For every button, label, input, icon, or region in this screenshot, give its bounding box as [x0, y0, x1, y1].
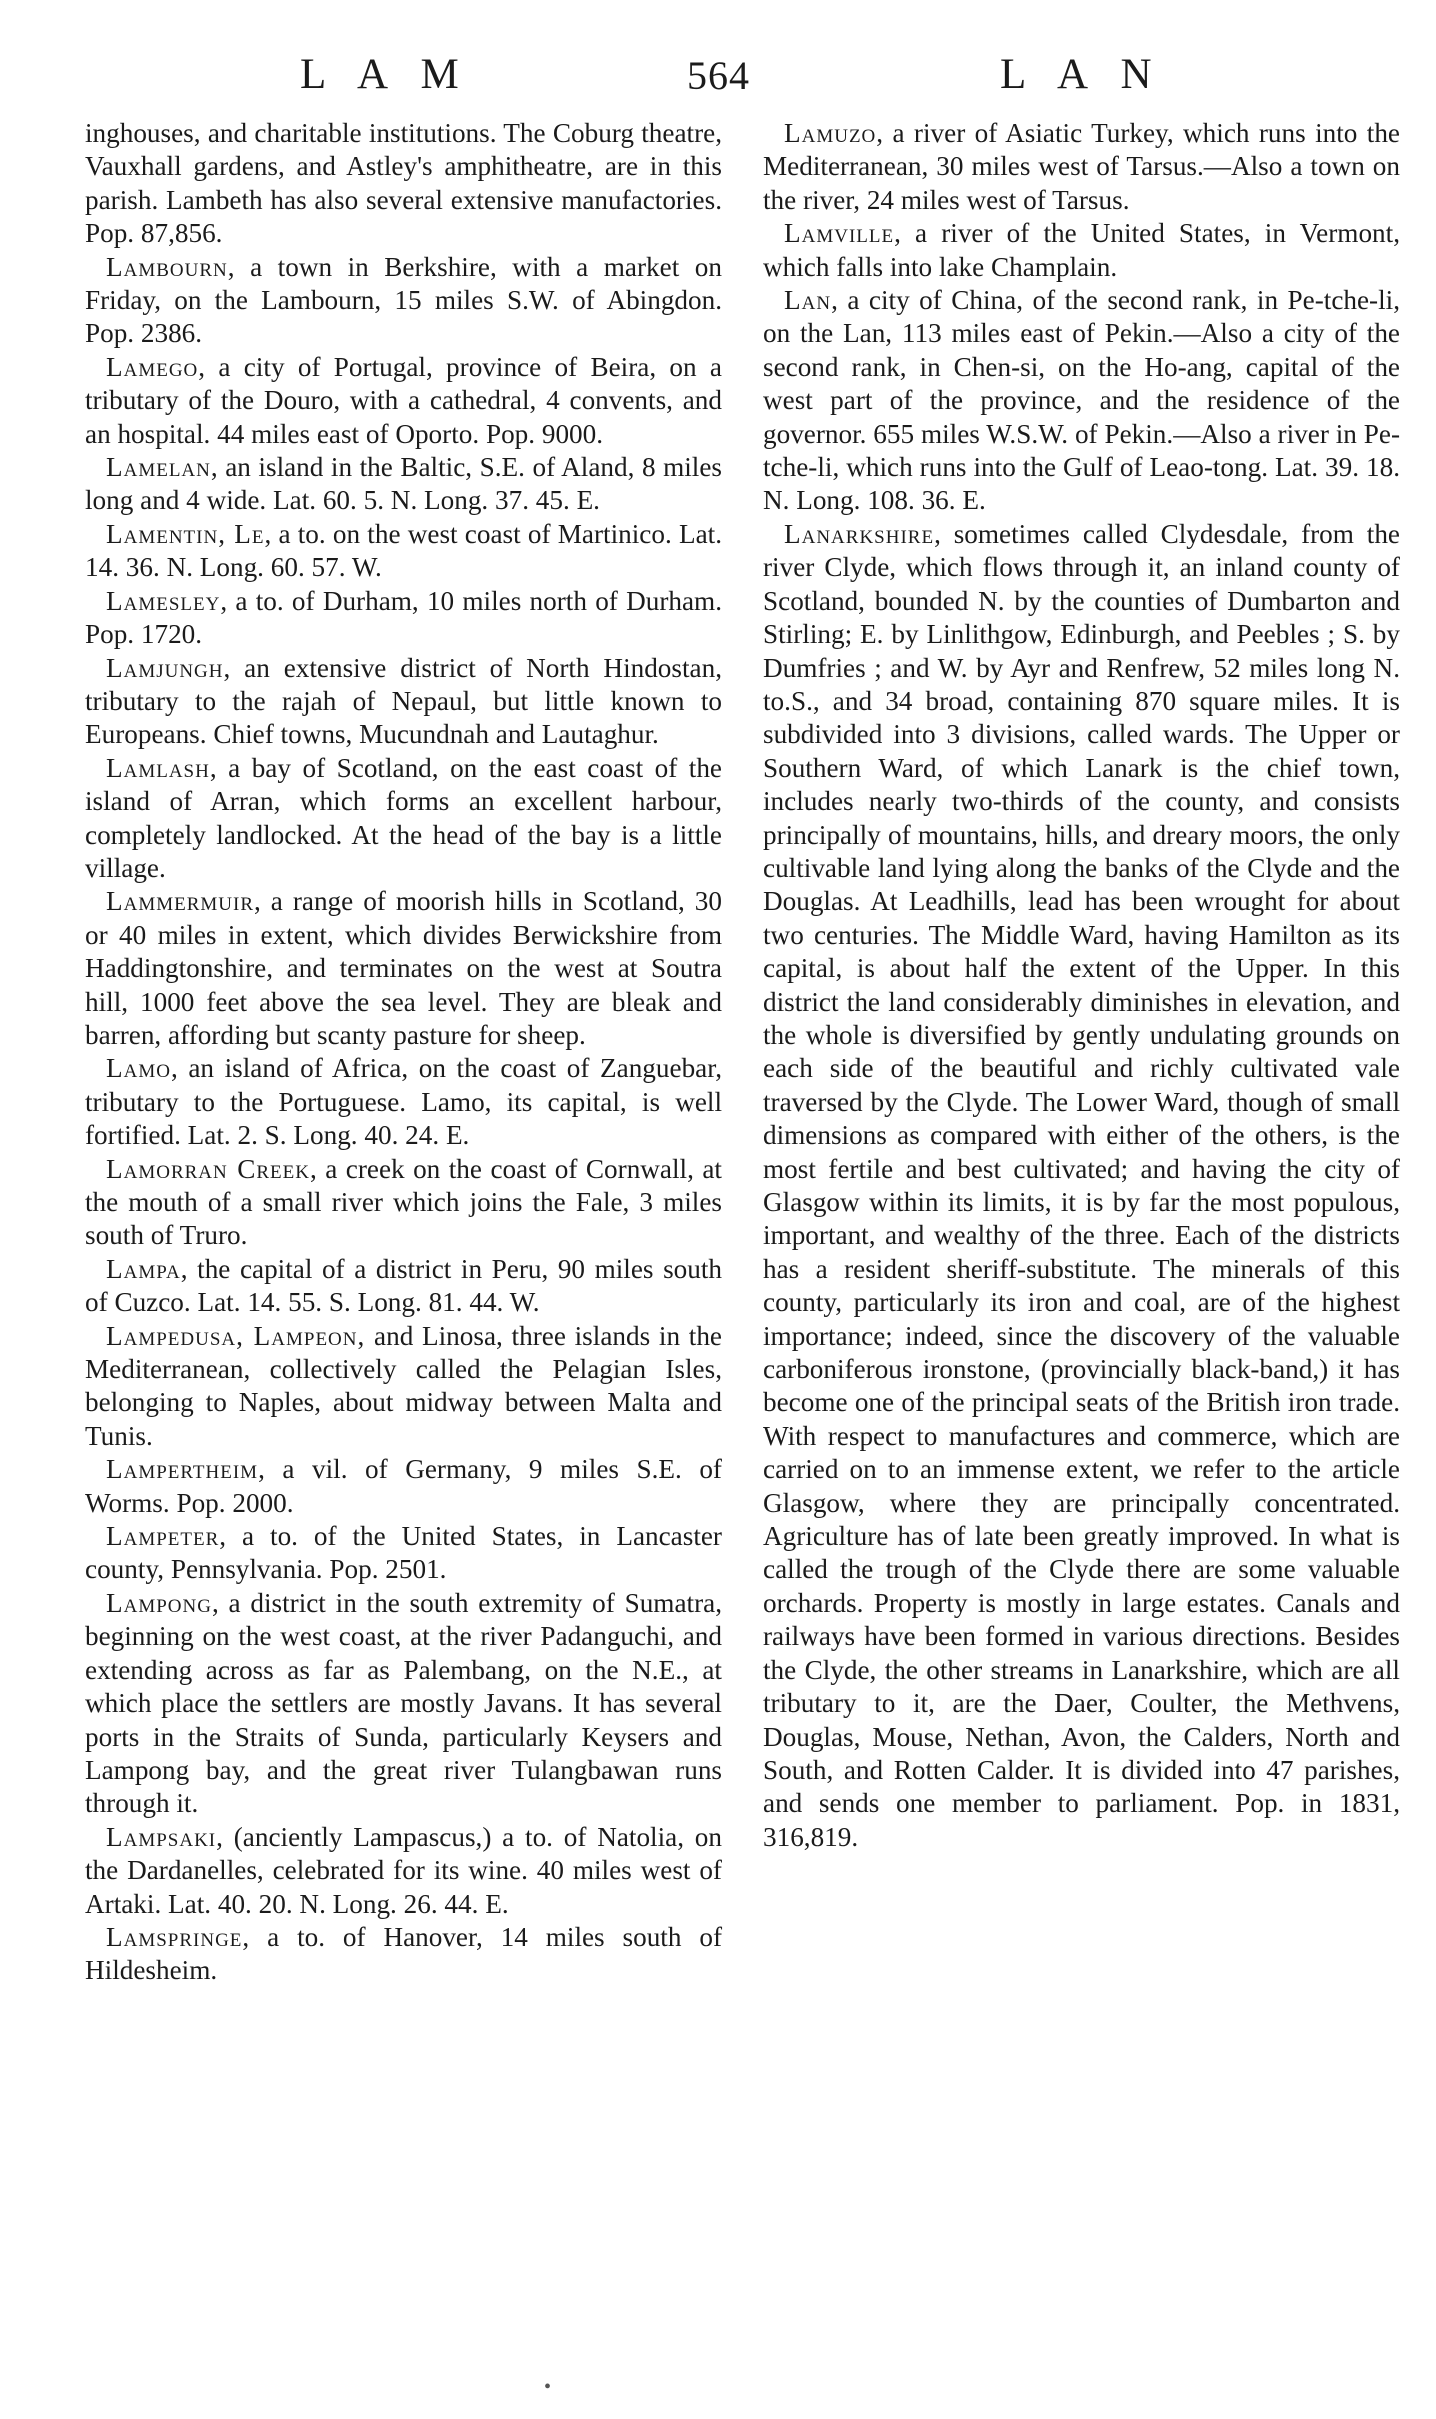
page-number: 564: [687, 53, 750, 98]
header-left-guideword: L A M: [300, 51, 460, 98]
gazetteer-entry: [763, 117, 1400, 217]
entry-headword: Lampong: [106, 1587, 212, 1618]
entry-headword: Lanarkshire: [784, 518, 935, 549]
gazetteer-entry: [85, 518, 722, 585]
gazetteer-entry: [85, 652, 722, 752]
entry-text: , a river of the United States, in Vermont, which falls into lake Champlain.: [763, 218, 1400, 282]
entry-headword: Lamo: [106, 1053, 171, 1084]
entry-text: , an extensive district of North Hindostan, tributary to the rajah of Nepaul, but little known to Europeans. Chief towns, Mucundnah and Lautaghur.: [85, 652, 722, 750]
entry-headword: Lamuzo: [784, 118, 877, 148]
entry-headword: Lampeter: [106, 1521, 220, 1552]
gazetteer-entry: [85, 1320, 722, 1454]
entry-text: , a bay of Scotland, on the east coast of the island of Arran, which forms an excellent harbour, completely landlocked. At the head of the bay is a little village.: [85, 752, 722, 883]
entry-headword: Lampertheim: [106, 1454, 259, 1485]
gazetteer-entry: [85, 752, 722, 886]
gazetteer-entry: [763, 217, 1400, 284]
entry-text: , a district in the south extremity of Sumatra, beginning on the west coast, at the river Padanguchi, and extending across as far as Palembang, on the N.E., at which place the settlers are mostly Javans. It has several ports in the Straits of Sunda, particularly Keysers and Lampong bay, and the great river Tulangbawan runs through it.: [85, 1587, 722, 1819]
header-right-guideword: L A N: [1000, 51, 1153, 98]
entry-text: , a to. of Durham, 10 miles north of Durham. Pop. 1720.: [85, 585, 722, 650]
entry-text: , sometimes called Clydesdale, from the river Clyde, which flows through it, an inland county of Scotland, bounded N. by the counties of Dumbarton and Stirling; E. by Linlithgow, Edinburgh, and Peebles ; S. by Dumfries ; and W. by Ayr and Renfrew, 52 miles long N. to.S., and 34 broad, containing 870 square miles. It is subdivided into 3 divisions, called wards. The Upper or Southern Ward, of which Lanark is the chief town, includes nearly two-thirds of the county, and consists principally of mountains, hills, and dreary moors, the only cultivable land lying along the banks of the Clyde and the Douglas. At Leadhills, lead has been wrought for about two centuries. The Middle Ward, having Hamilton as its capital, is about half the extent of the Upper. In this district the land considerably diminishes in elevation, and the whole is diversified by gently undulating grounds on each side of the beautiful and richly cultivated vale traversed by the Clyde. The Lower Ward, though of small dimensions as compared with either of the others, is the most fertile and best cultivated; and having the city of Glasgow within its limits, it is by far the most populous, important, and wealthy of the three. Each of the districts has a resident sheriff-substitute. The minerals of this county, particularly its iron and coal, are of the highest importance; indeed, since the discovery of the valuable carboniferous ironstone, (provincially black-band,) it has become one of the principal seats of the British iron trade. With respect to manufactures and commerce, which are carried on to an immense extent, we refer to the article Glasgow, where they are principally concentrated. Agriculture has of late been greatly improved. In what is called the trough of the Clyde there are some valuable orchards. Property is mostly in large estates. Canals and railways have been formed in various directions. Besides the Clyde, the other streams in Lanarkshire, which are all tributary to it, are the Daer, Coulter, the Methvens, Douglas, Mouse, Nethan, Avon, the Calders, North and South, and Rotten Calder. It is divided into 47 parishes, and sends one member to parliament. Pop. in 1831, 316,819.: [763, 518, 1400, 1852]
entry-text: , a town in Berkshire, with a market on Friday, on the Lambourn, 15 miles S.W. of Abingdon. Pop. 2386.: [85, 251, 722, 349]
footer-mark: •: [544, 2376, 552, 2398]
gazetteer-entry: [763, 284, 1400, 518]
running-header: [0, 50, 1436, 110]
entry-text: , a to. of Hanover, 14 miles south of Hildesheim.: [85, 1921, 722, 1986]
entry-headword: Lamesley: [106, 585, 221, 616]
entry-headword: Lammermuir: [106, 886, 255, 917]
entry-text: , a to. on the west coast of Martinico. Lat. 14. 36. N. Long. 60. 57. W.: [85, 518, 722, 583]
entry-text: and Linosa, three islands in the Mediterranean, collectively called the Pelagian Isles, belonging to Naples, about midway between Malta and Tunis.: [85, 1320, 722, 1451]
entry-text: , an island of Africa, on the coast of Zanguebar, tributary to the Portuguese. Lamo, its capital, is well fortified. Lat. 2. S. Long. 40. 24. E.: [85, 1053, 722, 1151]
entry-text: , an island in the Baltic, S.E. of Aland, 8 miles long and 4 wide. Lat. 60. 5. N. Long. 37. 45. E.: [85, 452, 722, 516]
entry-headword: Lamelan: [106, 452, 211, 483]
entry-text: , a river of Asiatic Turkey, which runs into the Mediterranean, 30 miles west of Tarsus.—Also a town on the river, 24 miles west of Tarsus.: [763, 118, 1400, 215]
entry-text: , a city of China, of the second rank, in Pe-tche-li, on the Lan, 113 miles east of Pekin.—Also a city of the second rank, in Chen-si, on the Ho-ang, capital of the west part of the province, and the residence of the governor. 655 miles W.S.W. of Pekin.—Also a river in Pe-tche-li, which runs into the Gulf of Leao-tong. Lat. 39. 18. N. Long. 108. 36. E.: [763, 285, 1400, 516]
entry-headword: Lamjungh: [106, 652, 224, 683]
gazetteer-entry: [763, 518, 1400, 1854]
entry-headword: Lamspringe: [106, 1921, 243, 1952]
left-column: [85, 117, 722, 1988]
entry-headword: Lamego: [106, 351, 199, 382]
gazetteer-entry: [85, 1253, 722, 1320]
gazetteer-entry: [85, 117, 722, 251]
entry-headword: Lamentin, Le: [106, 518, 265, 549]
entry-headword: Lampedusa, Lampeon,: [106, 1320, 366, 1351]
right-column: [763, 117, 1400, 1854]
gazetteer-entry: [85, 1821, 722, 1921]
entry-text: inghouses, and charitable institutions. The Coburg theatre, Vauxhall gardens, and Astley's amphitheatre, are in this parish. Lambeth has also several extensive manufactories. Pop. 87,856.: [85, 118, 722, 249]
entry-headword: Lan: [784, 285, 832, 316]
entry-headword: Lamlash: [106, 752, 210, 783]
gazetteer-entry: [85, 1453, 722, 1520]
entry-text: , a range of moorish hills in Scotland, 30 or 40 miles in extent, which divides Berwickshire from Haddingtonshire, and terminates on the west at Soutra hill, 1000 feet above the sea level. They are bleak and barren, affording but scanty pasture for sheep.: [85, 886, 722, 1050]
entry-text: , a to. of the United States, in Lancaster county, Pennsylvania. Pop. 2501.: [85, 1521, 722, 1585]
entry-text: , (anciently Lampascus,) a to. of Natolia, on the Dardanelles, celebrated for its wine. 40 miles west of Artaki. Lat. 40. 20. N. Long. 26. 44. E.: [85, 1821, 722, 1919]
gazetteer-entry: [85, 1587, 722, 1821]
gazetteer-entry: [85, 1153, 722, 1253]
entry-headword: Lamville: [784, 218, 895, 249]
gazetteer-entry: [85, 1052, 722, 1152]
entry-text: , the capital of a district in Peru, 90 miles south of Cuzco. Lat. 14. 55. S. Long. 81. 44. W.: [85, 1253, 722, 1318]
gazetteer-entry: [85, 1921, 722, 1988]
entry-headword: Lampsaki: [106, 1821, 217, 1852]
gazetteer-entry: [85, 451, 722, 518]
entry-headword: Lampa: [106, 1253, 181, 1284]
entry-text: , a vil. of Germany, 9 miles S.E. of Worms. Pop. 2000.: [85, 1454, 722, 1518]
gazetteer-entry: [85, 251, 722, 351]
gazetteer-entry: [85, 585, 722, 652]
gazetteer-entry: [85, 885, 722, 1052]
gazetteer-entry: [85, 351, 722, 451]
entry-headword: Lamorran Creek: [106, 1153, 310, 1184]
entry-text: , a creek on the coast of Cornwall, at the mouth of a small river which joins the Fale, 3 miles south of Truro.: [85, 1153, 722, 1251]
entry-headword: Lambourn: [106, 251, 228, 282]
entry-text: , a city of Portugal, province of Beira, on a tributary of the Douro, with a cathedral, 4 convents, and an hospital. 44 miles east of Oporto. Pop. 9000.: [85, 351, 722, 449]
gazetteer-entry: [85, 1520, 722, 1587]
